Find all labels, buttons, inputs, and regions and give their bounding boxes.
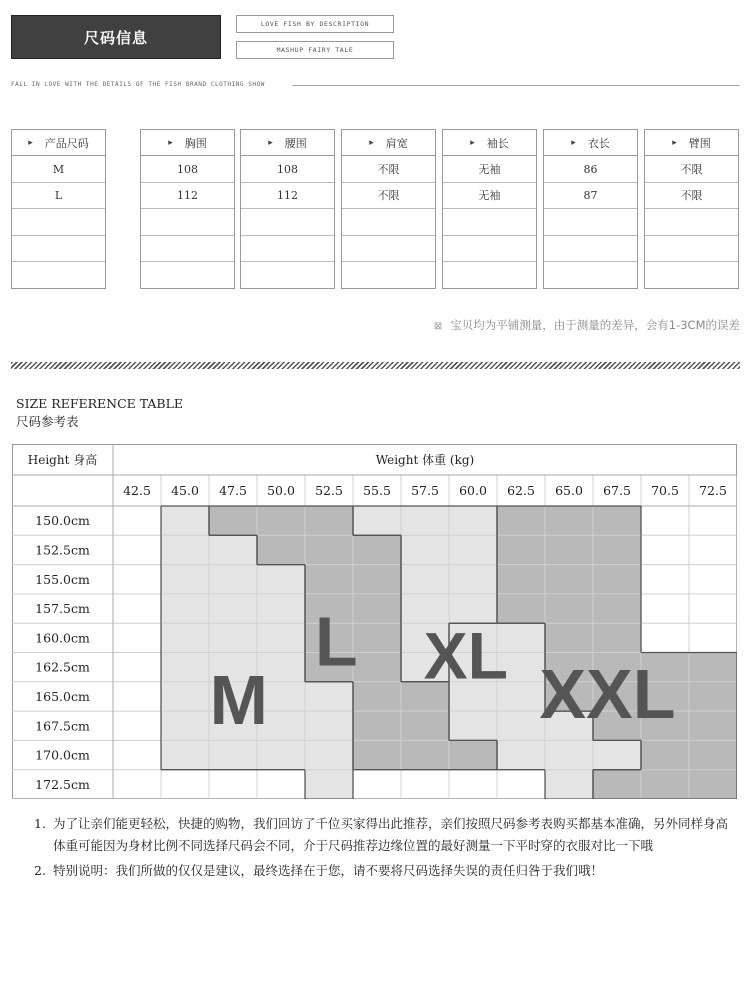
size-cell-fill — [641, 770, 689, 799]
size-cell-fill — [449, 740, 497, 769]
size-cell-fill — [161, 535, 209, 564]
size-cell-fill — [161, 506, 209, 535]
size-cell — [241, 236, 334, 262]
size-cell-fill — [257, 535, 305, 564]
size-cell-fill — [353, 653, 401, 682]
size-cell-fill — [161, 740, 209, 769]
size-cell-fill — [209, 565, 257, 594]
size-cell — [141, 236, 234, 262]
weight-tick-label: 50.0 — [267, 483, 295, 498]
size-cell-fill — [353, 623, 401, 652]
region-label-xl: XL — [423, 618, 508, 693]
size-cell-fill — [401, 535, 449, 564]
note-mark-icon: ⊠ — [433, 321, 443, 332]
note-text: 特别说明：我们所做的仅仅是建议，最终选择在于您，请不要将尺码选择失误的责任归咎于我们哦！ — [53, 863, 604, 878]
size-cell — [342, 209, 435, 235]
size-cell-fill — [353, 740, 401, 769]
weight-tick-label: 52.5 — [315, 483, 343, 498]
size-cell: 不限 — [645, 156, 738, 182]
size-cell-fill — [593, 740, 641, 769]
note-item — [34, 860, 734, 882]
hatched-divider — [11, 362, 740, 369]
size-cell-fill — [305, 770, 353, 799]
weight-tick-label: 55.5 — [363, 483, 391, 498]
height-row-label: 165.0cm — [35, 688, 90, 704]
size-column-header: ▸ 臂围 — [645, 130, 738, 156]
size-cell-fill — [545, 623, 593, 652]
measurement-note — [434, 317, 740, 333]
size-cell: 不限 — [342, 183, 435, 209]
weight-axis-header: Weight 体重 (kg) — [375, 453, 475, 467]
size-cell: 87 — [544, 183, 637, 209]
size-cell: 112 — [141, 183, 234, 209]
size-cell-fill — [593, 770, 641, 799]
size-cell — [241, 262, 334, 288]
size-cell — [645, 236, 738, 262]
size-column-header: ▸ 胸围 — [141, 130, 234, 156]
size-column-header: ▸ 肩宽 — [342, 130, 435, 156]
region-label-l: L — [314, 602, 358, 681]
size-cell-fill — [209, 535, 257, 564]
region-label-xxl: XXL — [539, 655, 676, 734]
size-cell-fill — [545, 506, 593, 535]
weight-tick-label: 45.0 — [171, 483, 199, 498]
size-cell: L — [12, 183, 105, 209]
height-axis-header: Height 身高 — [27, 453, 98, 467]
weight-tick-label: 70.5 — [651, 483, 679, 498]
size-cell-fill — [449, 711, 497, 740]
size-cell — [141, 209, 234, 235]
size-cell-fill — [161, 711, 209, 740]
size-cell: M — [12, 156, 105, 182]
size-cell-fill — [305, 535, 353, 564]
size-cell — [342, 262, 435, 288]
size-cell-fill — [545, 535, 593, 564]
size-info-title-box — [11, 15, 221, 59]
size-cell-fill — [545, 565, 593, 594]
size-column-header: ▸ 腰围 — [241, 130, 334, 156]
height-row-label: 167.5cm — [35, 718, 90, 734]
note-number: 2. — [34, 863, 46, 878]
size-cell-fill — [353, 594, 401, 623]
weight-tick-label: 72.5 — [699, 483, 727, 498]
size-column — [644, 129, 739, 289]
size-cell-fill — [593, 535, 641, 564]
note-text: 为了让亲们能更轻松，快捷的购物，我们回访了千位买家得出此推荐，亲们按照尺码参考表购买都基本准确，另外同样身高体重可能因为身材比例不同选择尺码会不同，介于尺码推荐边缘位置的最好测量一下平时穿的衣服对比一下哦 — [53, 816, 729, 853]
height-row-label: 170.0cm — [35, 747, 90, 763]
weight-tick-label: 62.5 — [507, 483, 535, 498]
size-cell-fill — [641, 740, 689, 769]
note-item — [34, 813, 734, 857]
reference-title-en: SIZE REFERENCE TABLE — [16, 396, 184, 411]
size-cell-fill — [161, 653, 209, 682]
size-cell-fill — [257, 506, 305, 535]
size-cell — [443, 262, 536, 288]
size-reference-svg — [12, 444, 737, 799]
size-cell-fill — [545, 740, 593, 769]
size-cell — [544, 236, 637, 262]
size-column — [442, 129, 537, 289]
size-column — [543, 129, 638, 289]
size-cell-fill — [689, 653, 737, 682]
size-cell — [12, 262, 105, 288]
size-cell: 108 — [241, 156, 334, 182]
size-cell-fill — [305, 506, 353, 535]
size-column — [140, 129, 235, 289]
tag-love-fish: LOVE FISH BY DESCRIPTION — [236, 15, 394, 33]
size-cell — [544, 209, 637, 235]
size-cell-fill — [161, 565, 209, 594]
size-cell-fill — [401, 740, 449, 769]
height-row-label: 155.0cm — [35, 571, 90, 587]
size-cell-fill — [161, 594, 209, 623]
size-cell-fill — [257, 623, 305, 652]
size-cell-fill — [449, 506, 497, 535]
size-info-title: 尺码信息 — [83, 28, 148, 47]
size-column-header: ▸ 袖长 — [443, 130, 536, 156]
size-column — [240, 129, 335, 289]
region-label-m: M — [209, 660, 268, 739]
size-cell — [645, 262, 738, 288]
size-cell-fill — [353, 535, 401, 564]
size-cell — [141, 262, 234, 288]
size-cell-fill — [689, 711, 737, 740]
weight-tick-label: 65.0 — [555, 483, 583, 498]
size-column — [11, 129, 106, 289]
size-cell-fill — [593, 565, 641, 594]
size-cell — [544, 262, 637, 288]
height-row-label: 150.0cm — [35, 513, 90, 529]
size-cell: 不限 — [645, 183, 738, 209]
size-cell: 86 — [544, 156, 637, 182]
size-cell — [645, 209, 738, 235]
reference-title-cn: 尺码参考表 — [16, 414, 79, 429]
tag-mashup: MASHUP FAIRY TALE — [236, 41, 394, 59]
size-cell-fill — [209, 623, 257, 652]
size-cell-fill — [353, 711, 401, 740]
size-cell-fill — [305, 711, 353, 740]
size-cell-fill — [257, 594, 305, 623]
size-cell-fill — [401, 565, 449, 594]
size-cell-fill — [689, 682, 737, 711]
size-column-header: ▸ 衣长 — [544, 130, 637, 156]
weight-tick-label: 42.5 — [123, 483, 151, 498]
size-cell-fill — [305, 682, 353, 711]
height-row-label: 160.0cm — [35, 630, 90, 646]
size-cell-fill — [497, 506, 545, 535]
size-cell-fill — [593, 506, 641, 535]
size-cell-fill — [353, 565, 401, 594]
size-column-header: ▸ 产品尺码 — [12, 130, 105, 156]
size-cell-fill — [305, 565, 353, 594]
height-row-label: 172.5cm — [35, 776, 90, 792]
size-cell-fill — [593, 623, 641, 652]
size-cell-fill — [449, 565, 497, 594]
size-cell-fill — [257, 565, 305, 594]
size-cell-fill — [257, 740, 305, 769]
size-cell-fill — [161, 682, 209, 711]
size-cell-fill — [449, 535, 497, 564]
size-cell-fill — [689, 770, 737, 799]
size-cell — [12, 209, 105, 235]
size-cell-fill — [209, 506, 257, 535]
height-row-label: 162.5cm — [35, 659, 90, 675]
size-cell-fill — [497, 711, 545, 740]
note-text: 宝贝均为平铺测量，由于测量的差异，会有1-3CM的误差 — [450, 318, 740, 332]
size-column — [341, 129, 436, 289]
size-cell — [241, 209, 334, 235]
size-cell: 不限 — [342, 156, 435, 182]
size-cell — [443, 209, 536, 235]
height-row-label: 152.5cm — [35, 542, 90, 558]
size-cell-fill — [353, 682, 401, 711]
size-cell-fill — [593, 594, 641, 623]
size-reference-chart — [12, 444, 737, 799]
brand-tagline: FALL IN LOVE WITH THE DETAILS OF THE FISH BRAND CLOTHING SHOW — [11, 81, 265, 88]
size-cell-fill — [305, 740, 353, 769]
notes-list — [34, 813, 734, 882]
size-cell-fill — [401, 506, 449, 535]
size-cell — [12, 236, 105, 262]
tagline-divider — [292, 85, 740, 86]
size-cell: 112 — [241, 183, 334, 209]
size-cell-fill — [353, 506, 401, 535]
size-cell-fill — [689, 740, 737, 769]
size-cell-fill — [497, 740, 545, 769]
size-cell-fill — [545, 770, 593, 799]
size-cell — [443, 236, 536, 262]
note-number: 1. — [34, 816, 46, 831]
weight-tick-label: 57.5 — [411, 483, 439, 498]
size-cell-fill — [545, 594, 593, 623]
size-cell-fill — [209, 740, 257, 769]
size-cell: 108 — [141, 156, 234, 182]
weight-tick-label: 47.5 — [219, 483, 247, 498]
weight-tick-label: 67.5 — [603, 483, 631, 498]
height-row-label: 157.5cm — [35, 601, 90, 617]
size-cell-fill — [401, 711, 449, 740]
size-cell-fill — [209, 594, 257, 623]
size-cell-fill — [497, 535, 545, 564]
size-cell-fill — [161, 623, 209, 652]
weight-tick-label: 60.0 — [459, 483, 487, 498]
size-cell: 无袖 — [443, 183, 536, 209]
size-cell-fill — [497, 565, 545, 594]
size-cell: 无袖 — [443, 156, 536, 182]
size-cell — [342, 236, 435, 262]
